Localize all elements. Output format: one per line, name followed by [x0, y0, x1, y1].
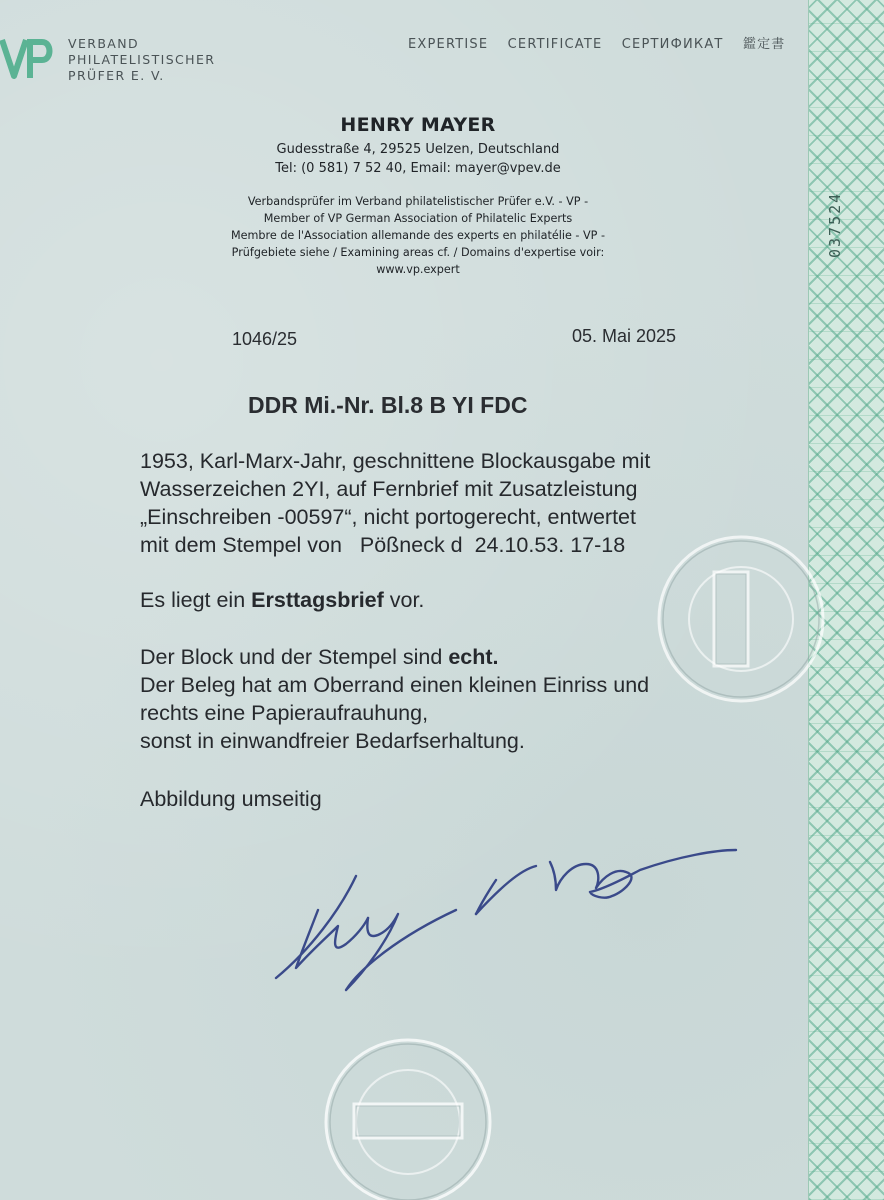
membership-website: www.vp.expert	[376, 263, 460, 276]
serial-number: 037524	[826, 191, 844, 259]
membership-line: Prüfgebiete siehe / Examining areas cf. / Domains d'expertise voir:	[231, 246, 605, 259]
fdc-prefix: Es liegt ein	[140, 588, 252, 612]
image-note: Abbildung umseitig	[140, 787, 322, 811]
vp-logo-icon	[0, 36, 56, 84]
embossed-seal-bottom-icon	[320, 1034, 496, 1200]
organization-name	[68, 36, 215, 84]
genuine-bold: echt.	[448, 645, 499, 669]
fdc-statement	[140, 586, 424, 614]
item-title: DDR Mi.-Nr. Bl.8 B YI FDC	[248, 392, 528, 418]
description-line: „Einschreiben -00597“, nicht portogerecht, entwertet	[140, 505, 636, 529]
certificate-heading	[408, 33, 800, 52]
condition-statement	[140, 643, 649, 755]
heading-label: 鑑定書	[742, 37, 786, 52]
signature-icon	[260, 840, 740, 1000]
certificate-number: 1046/25	[232, 329, 298, 349]
condition-line: Der Beleg hat am Oberrand einen kleinen Einriss und	[140, 673, 650, 697]
description-line: 1953, Karl-Marx-Jahr, geschnittene Blockausgabe mit	[140, 449, 651, 473]
expert-name: HENRY MAYER	[340, 114, 496, 136]
organization-line: VERBAND	[68, 36, 140, 51]
organization-line: PHILATELISTISCHER	[68, 52, 216, 67]
genuine-line	[140, 643, 649, 671]
embossed-seal-icon	[654, 532, 828, 706]
membership-line: Verbandsprüfer im Verband philatelistischer Prüfer e.V. - VP -	[247, 195, 589, 208]
heading-label: EXPERTISE	[408, 37, 489, 52]
heading-label: СЕРТИФИКАТ	[621, 37, 724, 52]
description-line: mit dem Stempel von Pößneck d 24.10.53. 17-18	[140, 533, 626, 557]
organization-line: PRÜFER E. V.	[68, 68, 165, 83]
expert-address-block	[200, 140, 636, 178]
description-line: Wasserzeichen 2YI, auf Fernbrief mit Zusatzleistung	[140, 477, 638, 501]
genuine-prefix: Der Block und der Stempel sind	[140, 645, 449, 669]
membership-block	[200, 193, 636, 278]
membership-line: Membre de l'Association allemande des experts en philatélie - VP -	[231, 229, 605, 242]
fdc-suffix: vor.	[383, 588, 425, 612]
heading-label: CERTIFICATE	[507, 37, 603, 52]
expert-contact: Tel: (0 581) 7 52 40, Email: mayer@vpev.de	[275, 161, 561, 176]
expert-address: Gudesstraße 4, 29525 Uelzen, Deutschland	[276, 142, 560, 157]
item-description	[140, 447, 650, 559]
membership-line: Member of VP German Association of Philatelic Experts	[263, 212, 573, 225]
condition-line: sonst in einwandfreier Bedarfserhaltung.	[140, 729, 525, 753]
condition-line: rechts eine Papieraufrauhung,	[140, 701, 429, 725]
certificate-date: 05. Mai 2025	[572, 326, 677, 346]
fdc-bold: Ersttagsbrief	[251, 588, 384, 612]
